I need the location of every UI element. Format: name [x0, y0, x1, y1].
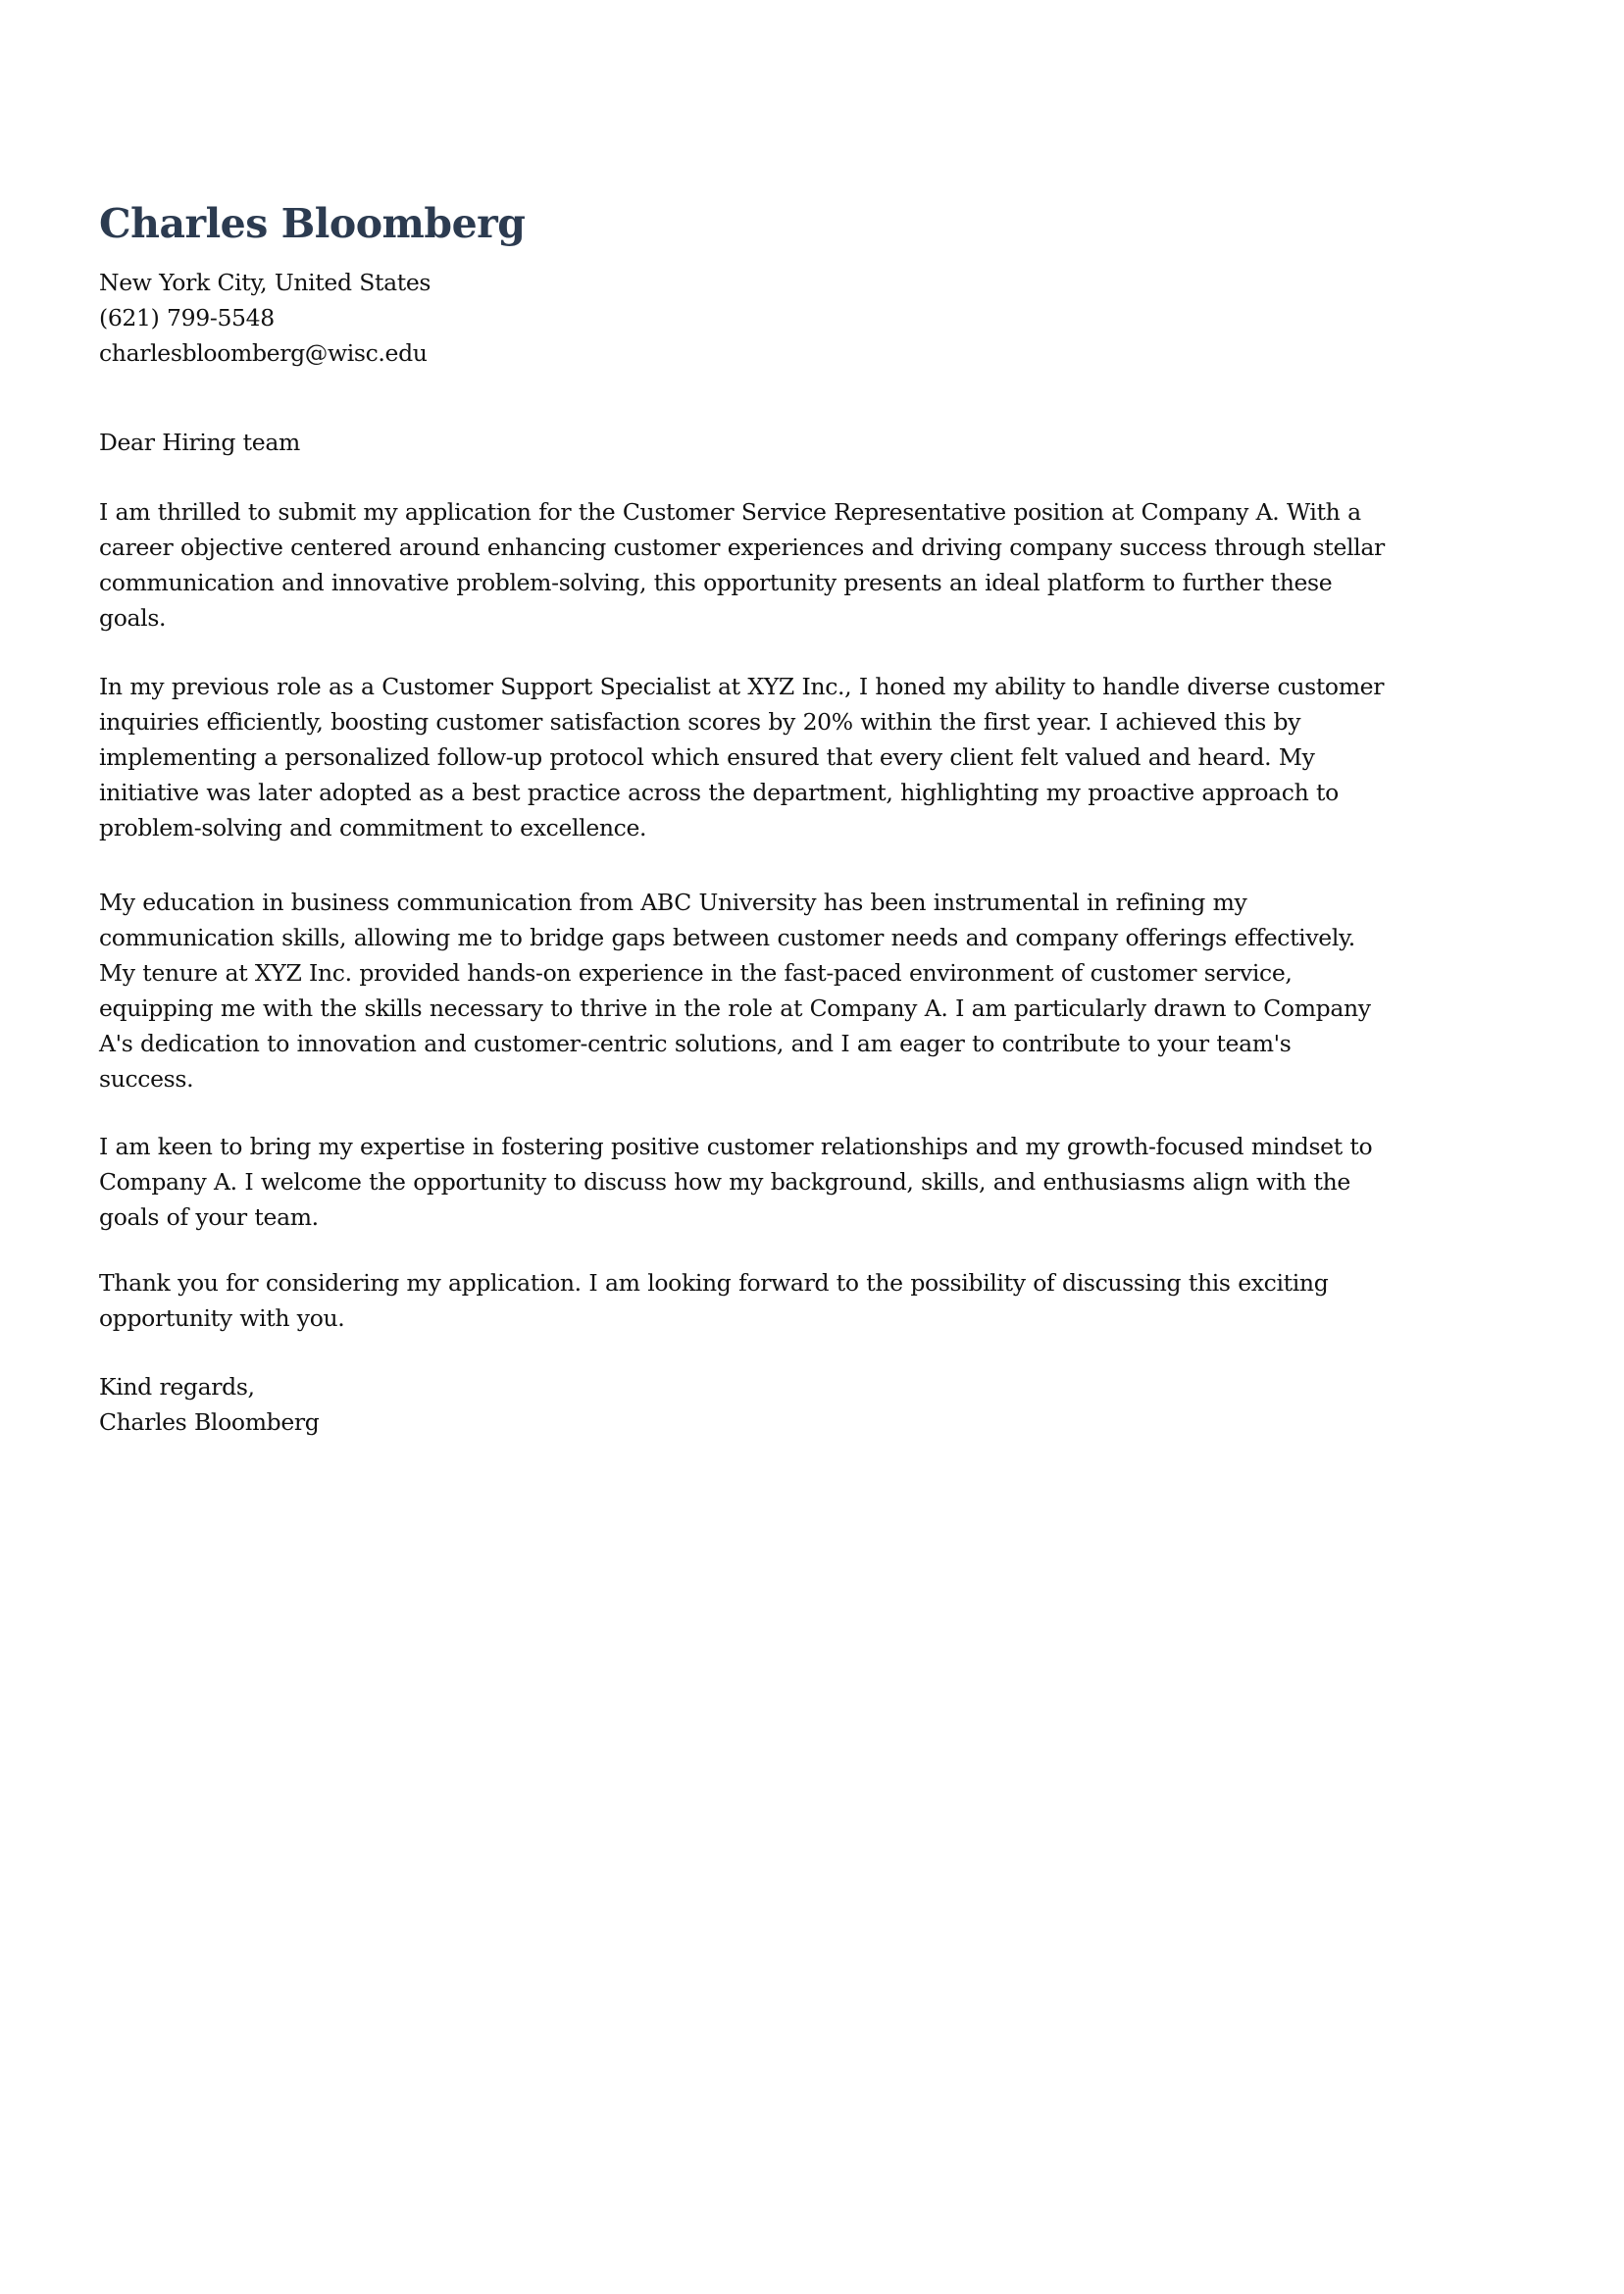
contact-email: charlesbloomberg@wisc.edu	[99, 339, 428, 367]
closing-block	[99, 1369, 1501, 1440]
paragraph-1: I am thrilled to submit my application for the Customer Service Representative position at Company A. With a career objective centered around enhancing customer experiences and driving company success through stellar communication and innovative problem-solving, this opportunity presents an ideal platform to further these goals.	[99, 498, 1385, 632]
contact-phone: (621) 799-5548	[99, 304, 275, 331]
applicant-name-heading: Charles Bloomberg	[99, 200, 526, 247]
closing: Kind regards,	[99, 1373, 255, 1401]
contact-location: New York City, United States	[99, 269, 431, 296]
contact-info	[99, 265, 1501, 371]
paragraph-3: My education in business communication from ABC University has been instrumental in refining my communication skills, allowing me to bridge gaps between customer needs and company offerings effectively. My tenure at XYZ Inc. provided hands-on experience in the fast-paced environment of customer service, equipping me with the skills necessary to thrive in the role at Company A. I am particularly drawn to Company A's dedication to innovation and customer-centric solutions, and I am eager to contribute to your team's success.	[99, 889, 1371, 1093]
signature: Charles Bloomberg	[99, 1408, 320, 1436]
paragraph-2: In my previous role as a Customer Support Specialist at XYZ Inc., I honed my ability to handle diverse customer inquiries efficiently, boosting customer satisfaction scores by 20% within the first year. I achieved this by implementing a personalized follow-up protocol which ensured that every client felt valued and heard. My initiative was later adopted as a best practice across the department, highlighting my proactive approach to problem-solving and commitment to excellence.	[99, 673, 1385, 841]
paragraph-5: Thank you for considering my application. I am looking forward to the possibility of discussing this exciting opportunity with you.	[99, 1269, 1329, 1332]
salutation: Dear Hiring team	[99, 429, 300, 456]
paragraph-4: I am keen to bring my expertise in fostering positive customer relationships and my growth-focused mindset to Company A. I welcome the opportunity to discuss how my background, skills, and enthusiasms align with the goals of your team.	[99, 1133, 1373, 1231]
